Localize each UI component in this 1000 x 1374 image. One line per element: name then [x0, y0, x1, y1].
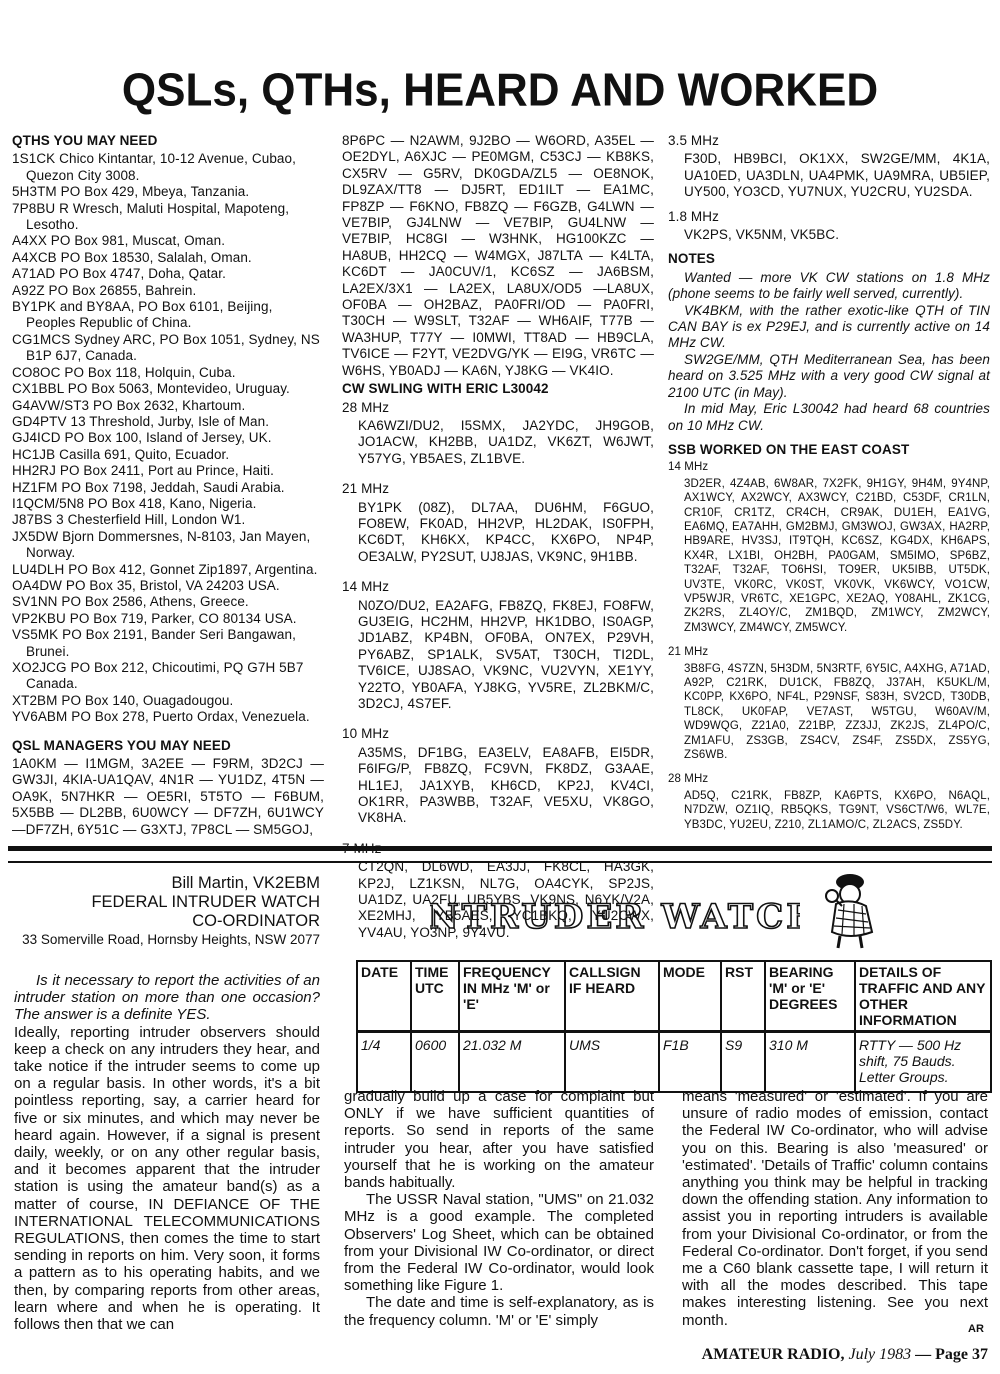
notes-list — [668, 270, 990, 434]
qths-heading: QTHS YOU MAY NEED — [12, 133, 158, 148]
body-paragraph-2: gradually build up a case for complaint but ONLY if we have sufficient quantities of reports. So send in reports of the same intruder you hear, after you have satisfied yourself that he is working on the amateur bands habitually. — [344, 1088, 654, 1192]
body-column-2 — [344, 1088, 654, 1329]
list-item: VS5MK PO Box 2191, Bander Seri Bangawan, Brunei. — [12, 627, 296, 659]
band-label: 1.8 MHz — [668, 208, 719, 224]
table-cell: UMS — [565, 1032, 659, 1093]
band-block — [668, 460, 990, 635]
cw-bands-part2 — [668, 133, 990, 243]
list-item: CX1BBL PO Box 5063, Montevideo, Uruguay. — [12, 381, 290, 397]
band-calls: BY1PK (08Z), DL7AA, DU6HM, F6GUO, FO8EW, FK0AD, HH2VP, HL2DAK, IS0FPH, KC6DT, KH6KX, KP4CC, KX6PO, NP4P, OE3ALW, PY2SUT, UJ8JAS, VK9NC, 9H1BB. — [358, 499, 654, 564]
list-item: A92Z PO Box 26855, Bahrein. — [12, 282, 197, 298]
logo-text: INTRUDER WATC — [430, 897, 787, 937]
page-number: — Page 37 — [915, 1346, 988, 1363]
column-header: RST — [721, 961, 765, 1032]
list-item: CG1MCS Sydney ARC, PO Box 1051, Sydney, NS B1P 6J7, Canada. — [12, 331, 320, 364]
list-item: HC1JB Casilla 691, Quito, Ecuador. — [12, 446, 230, 462]
list-item: 7P8BU R Wresch, Maluti Hospital, Mapoteng, Lesotho. — [12, 200, 290, 233]
author-role-2: CO-ORDINATOR — [192, 912, 320, 930]
list-item: HH2RJ PO Box 2411, Port au Prince, Haiti. — [12, 463, 274, 479]
column-header: MODE — [659, 961, 721, 1032]
band-block — [342, 579, 654, 712]
body-column-3 — [682, 1088, 988, 1329]
author-role: FEDERAL INTRUDER WATCH — [91, 893, 320, 911]
observers-log-table — [356, 960, 992, 1093]
table-cell: F1B — [659, 1032, 721, 1093]
list-item: I1QCM/5N8 PO Box 418, Kano, Nigeria. — [12, 495, 257, 511]
list-item: A4XX PO Box 981, Muscat, Oman. — [12, 233, 226, 249]
band-calls: N0ZO/DU2, EA2AFG, FB8ZQ, FK8EJ, FO8FW, GU3EIG, HC2HM, HH2VP, HK1DBO, IS0AGP, JD1ABZ, KP4BN, OF0BA, ON7EX, P29VH, PY6ABZ, SP1ALK, SV5AT, T30CH, TI2DL, TV6ICE, UJ8SAO, VK9NC, VU2VYN, XE1YY, Y22TO, YB0AFA, YJ8KG, YV5RE, ZL2BKM/C, 3D2CJ, 4S7EF. — [358, 597, 654, 711]
detective-mascot-icon — [810, 870, 892, 952]
note-paragraph: VK4BKM, with the rather exotic-like QTH of TIN CAN BAY is ex P29EJ, and is currently active on 14 MHz CW. — [668, 302, 990, 351]
list-item: HZ1FM PO Box 7198, Jeddah, Saudi Arabia. — [12, 479, 285, 495]
qth-list — [12, 151, 324, 725]
list-item: XO2JCG PO Box 212, Chicoutimi, PQ G7H 5B7 Canada. — [12, 660, 304, 692]
table-row — [357, 1032, 991, 1093]
notes-heading: NOTES — [668, 251, 716, 267]
issue-date: July 1983 — [848, 1346, 912, 1363]
list-item: JX5DW Bjorn Dommersnes, N-8103, Jan Mayen, Norway. — [12, 528, 311, 561]
logo-graphic — [430, 894, 800, 938]
table-cell: RTTY — 500 Hz shift, 75 Bauds. Letter Groups. — [855, 1032, 991, 1093]
band-calls: VK2PS, VK5NM, VK5BC. — [684, 227, 840, 243]
list-item: XT2BM PO Box 140, Ouagadougou. — [12, 692, 234, 708]
body-paragraph-5: means 'measured' or 'estimated'. If you are unsure of radio modes of emission, contact the Federal IW Co-ordinator, who will advise you on this. Bearing is also 'measured' or 'estimated'. 'Details of Traffic' column contains anything you think may be helpful in tracking down the offending station. Any information to assist you in reporting intruders is available from your Divisional Co-ordinator, or from the Federal Co-ordinator. Don't forget, if you send me a C60 blank cassette tape, I will return it with all the modes described. This tape makes interesting listening. See you next month. — [682, 1088, 988, 1329]
author-block — [14, 874, 320, 949]
list-item: A71AD PO Box 4747, Doha, Qatar. — [12, 266, 226, 282]
column-header: TIME UTC — [411, 961, 459, 1032]
note-paragraph: SW2GE/MM, QTH Mediterranean Sea, has been heard on 3.525 MHz with a very good CW signal at 2100 UTC (in May). — [668, 351, 990, 400]
band-calls: A35MS, DF1BG, EA3ELV, EA8AFB, EI5DR, F6IFG/P, FB8ZQ, FC9VN, FK8DZ, G3AAE, HL1EJ, JA1XYB, KH6CD, KP2J, KV4CI, OK1RR, PA3WBB, T32AF, VE5XU, VK8GO, VK8HA. — [358, 744, 654, 826]
table-cell: 21.032 M — [459, 1032, 565, 1093]
qsl-managers-continued: 8P6PC — N2AWM, 9J2BO — W6ORD, A35EL — OE2DYL, A6XJC — PE0MGM, C53CJ — KB8KS, CX5RV — G5RV, DK0GDA/ZL5 — OE8NOK, DL9ZAX/TT8 — DJ5RT, ED1ILT — EA1MC, FP8ZP — F6KNO, FB8ZQ — F6GZB, G4LWN — VE7BIP, GJ4LNW — VE7BIP, GU4LNW — VE7BIP, HC8GI — W3HNK, HG100KZC — HA8UB, HH2CQ — W4MGX, J87LTA — K4LTA, KC6DT — JA0CUV/1, KC6SZ — JA6BSM, LA2EX/3X1 — LA2EX, LA8UX/OD5 —LA8UX, OF0BA — OH2BAZ, PA0FRI/OD — PA0FRI, T30CH — W9SLT, T32AF — WH6AIF, T77B —WA3HUP, T77Y — I0MWI, TT8AD — HB9CLA, TV6ICE — F2YT, VE2DVG/YK — EI9G, VR6TC — W6HS, YB0ADJ — KA6N, YJ8KG — VK4IO. — [342, 133, 654, 378]
band-block — [668, 209, 990, 244]
body-paragraph-1: Ideally, reporting intruder observers should keep a check on any intruders they hear, and take notice if the intruder seems to come up on a regular basis. In other words, it's a bit pointless reporting, say, a carrier heard for five or six minutes, and which may never be heard again. However, if a signal is present daily, weekly, or on any other regular basis, and it becomes apparent that the intruder station is using the amateur band(s) as a matter of course, IN DEFIANCE OF THE INTERNATIONAL TELECOMMUNICATIONS REGULATIONS, then comes the time to start sending in reports on him. Very soon, it forms a pattern as to his operating habits, and we then, by comparing reports from other areas, learn where and when he is operating. It follows then that we can — [14, 1023, 320, 1334]
band-block — [342, 726, 654, 826]
body-paragraph-4: The date and time is self-explanatory, as is the frequency column. 'M' or 'E' simply — [344, 1294, 654, 1329]
band-label: 21 MHz — [342, 481, 390, 497]
intruder-watch-logo — [430, 894, 800, 938]
band-label: 28 MHz — [668, 773, 709, 786]
band-label: 21 MHz — [668, 646, 709, 659]
table-cell: S9 — [721, 1032, 765, 1093]
body-paragraph-3: The USSR Naval station, "UMS" on 21.032 MHz is a good example. The completed Observers' Log Sheet, which can be obtained from your Divisional IW Co-ordinator, or direct from the Federal IW Co-ordinator, would look something like Figure 1. — [344, 1191, 654, 1295]
list-item: SV1NN PO Box 2586, Athens, Greece. — [12, 594, 249, 610]
ssb-heading: SSB WORKED ON THE EAST COAST — [668, 441, 910, 457]
band-block — [668, 645, 990, 762]
list-item: G4AVW/ST3 PO Box 2632, Khartoum. — [12, 397, 246, 413]
band-label: 7 MHz — [342, 840, 382, 856]
author-name: Bill Martin, VK2EBM — [171, 874, 320, 892]
ar-end-mark: AR — [968, 1323, 984, 1335]
section-divider — [8, 846, 992, 863]
band-label: 10 MHz — [342, 726, 390, 742]
band-calls: CT2QN, DL6WD, EA3JJ, FK8CL, HA3GK, KP2J, LZ1KSN, NL7G, OA4CYK, SP2JS, UA1DZ, UA2FU, UB5YBS, VK9NS, N6YK/V2A, XE2MHJ, YB5AES, YC1BKQ, YU2CWX, YV4AU, YO3NP, 9Y4VU. — [358, 859, 654, 940]
list-item: J87BS 3 Chesterfield Hill, London W1. — [12, 512, 246, 528]
table-header-row — [357, 961, 991, 1032]
note-paragraph: In mid May, Eric L30042 had heard 68 countries on 10 MHz CW. — [668, 401, 990, 433]
page-title: QSLs, QTHs, HEARD AND WORKED — [121, 64, 879, 117]
band-label: 14 MHz — [342, 579, 390, 595]
author-address: 33 Somerville Road, Hornsby Heights, NSW 2077 — [22, 932, 320, 947]
table-cell: 1/4 — [357, 1032, 411, 1093]
list-item: 5H3TM PO Box 429, Mbeya, Tanzania. — [12, 184, 250, 200]
table-cell: 310 M — [765, 1032, 855, 1093]
column-2 — [342, 133, 654, 955]
list-item: A4XCB PO Box 18530, Salalah, Oman. — [12, 249, 252, 265]
band-block — [668, 772, 990, 832]
list-item: VP2KBU PO Box 719, Parker, CO 80134 USA. — [12, 610, 297, 626]
table-cell: 0600 — [411, 1032, 459, 1093]
list-item: GJ4ICD PO Box 100, Island of Jersey, UK. — [12, 430, 272, 446]
band-calls: 3D2ER, 4Z4AB, 6W8AR, 7X2FK, 9H1GY, 9H4M, 9Y4NP, AX1WCY, AX2WCY, AX3WCY, C21BD, C53DF, CR1LN, CR10F, CR1TZ, CR4CH, CR9AK, DU1EH, EA1VG, EA6MQ, EA7AHH, GM2BMJ, GM3WOJ, GW3AX, HA2RP, HB9ARE, HV3SJ, IT9TQH, KC6SZ, KG4DX, KH6APS, KX4R, LX1BI, OH2BH, PA0GAM, SM5IMO, SP6BZ, T32AF, T32AF, TO6HSI, TO9ER, UK5IBB, UT5DK, UV3TE, VK0RC, VK0ST, VK0VK, VK6WCY, VO1CW, VP5WJR, VR6TC, XE1GPC, XE2AQ, Y08AHL, ZK1CG, ZK2RS, ZL4OY/C, ZM1BQD, ZM1WCY, ZM2WCY, ZM3WCY, ZM4WCY, ZM5WCY. — [684, 477, 990, 634]
note-paragraph: Wanted — more VK CW stations on 1.8 MHz (phone seems to be fairly well served, currently). — [668, 269, 990, 302]
band-label: 28 MHz — [342, 399, 390, 415]
band-block — [668, 133, 990, 201]
qsl-managers-text: 1A0KM — I1MGM, 3A2EE — F9RM, 3D2CJ — GW3JI, 4KIA-UA1QAV, 4N1R — YU1DZ, 4T5N — OA9K, 5N7HKR — OE5RI, 5T5TO — F6BUM, 5X5BB — DL2BB, 6U0WCY — DF7ZH, 6U1WCY —DF7ZH, 6Y51C — G3XTJ, 7P8CL — SM5GOJ, — [12, 756, 324, 837]
intro-column — [14, 972, 320, 1333]
band-calls: KA6WZI/DU2, I5SMX, JA2YDC, JH9GOB, JO1ACW, KH2BB, UA1DZ, VK6ZT, W6JWT, Y57YG, YB5AES, ZL1BVE. — [358, 417, 654, 466]
list-item: 1S1CK Chico Kintantar, 10-12 Avenue, Cubao, Quezon City 3008. — [12, 151, 296, 183]
band-block — [342, 481, 654, 565]
column-header: DATE — [357, 961, 411, 1032]
band-block — [342, 400, 654, 468]
column-header: DETAILS OF TRAFFIC AND ANY OTHER INFORMATION — [855, 961, 991, 1032]
list-item: OA4DW PO Box 35, Bristol, VA 24203 USA. — [12, 577, 280, 593]
magazine-name: AMATEUR RADIO, — [701, 1346, 845, 1363]
list-item: BY1PK and BY8AA, PO Box 6101, Beijing, Peoples Republic of China. — [12, 299, 273, 331]
page-footer — [702, 1346, 988, 1364]
column-3 — [668, 133, 990, 842]
column-1 — [12, 133, 324, 838]
band-calls: F30D, HB9BCI, OK1XX, SW2GE/MM, 4K1A, UA10ED, UA3DLN, UA4PMK, UA9MRA, UB5IEP, UY500, YO3CD, YU7NUX, YU2CRU, YU2SDA. — [684, 151, 990, 200]
list-item: GD4PTV 13 Threshold, Jurby, Isle of Man. — [12, 413, 270, 429]
qsl-managers-heading: QSL MANAGERS YOU MAY NEED — [12, 737, 231, 753]
column-header: BEARING 'M' or 'E' DEGREES — [765, 961, 855, 1032]
list-item: YV6ABM PO Box 278, Puerto Ordax, Venezuela. — [12, 709, 310, 725]
list-item: LU4DLH PO Box 412, Gonnet Zip1897, Argentina. — [12, 561, 318, 577]
column-header: FREQUENCY IN MHz 'M' or 'E' — [459, 961, 565, 1032]
intro-question: Is it necessary to report the activities of an intruder station on more than one occasion? The answer is a definite YES. — [14, 972, 320, 1024]
band-label: 14 MHz — [668, 461, 709, 474]
cw-swling-heading: CW SWLING WITH ERIC L30042 — [342, 381, 549, 397]
band-calls: AD5Q, C21RK, FB8ZP, KA6PTS, KX6PO, N6AQL, N7DZW, OZ1IQ, RB5QKS, TG9NT, VS6CT/W6, WL7E, YB3DC, YU2EU, Z210, ZL1AMO/C, ZL2ACS, ZS5DY. — [684, 789, 990, 831]
list-item: CO8OC PO Box 118, Holquin, Cuba. — [12, 364, 236, 380]
band-label: 3.5 MHz — [668, 133, 719, 148]
band-calls: 3B8FG, 4S7ZN, 5H3DM, 5N3RTF, 6Y5IC, A4XHG, A71AD, A92P, C21RK, DU1CK, FB8ZQ, J37AH, K5UKL/M, KC0PP, KX6PO, NF4L, P29NSF, S83H, SV2CD, T30DB, TL8CK, UK0FAP, VE7AST, W5TGU, W60AV/M, WD9WQG, Z21A0, Z21BP, ZZ3JJ, ZK2JS, ZL4PO/C, ZM1AFU, ZS3GB, ZS4CV, ZS4F, ZS5DX, ZS5YG, ZS6WB. — [684, 662, 990, 762]
ssb-bands — [668, 460, 990, 832]
column-header: CALLSIGN IF HEARD — [565, 961, 659, 1032]
